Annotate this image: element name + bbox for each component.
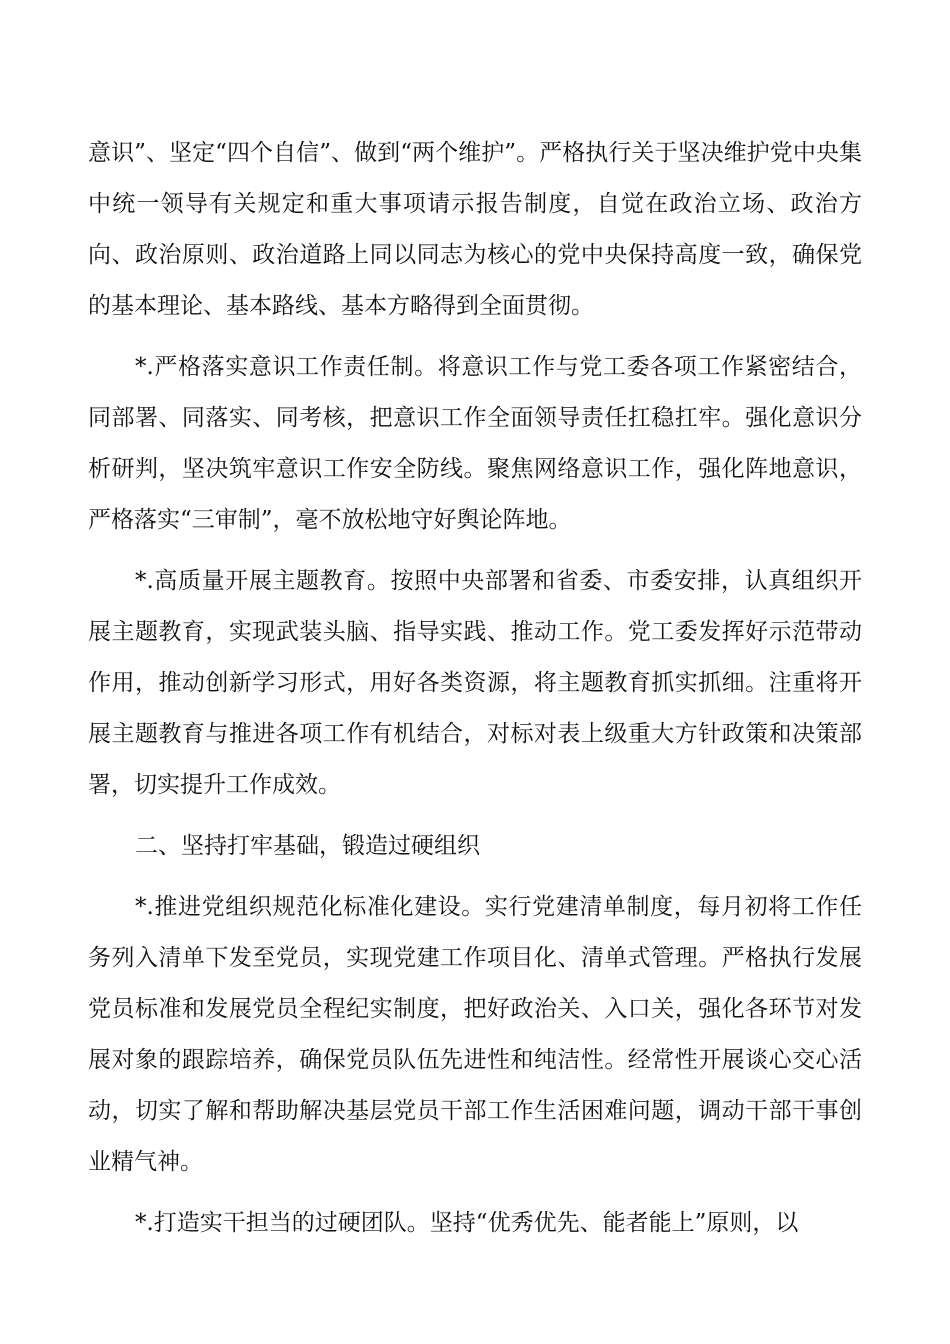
paragraph-5: *.打造实干担当的过硬团队。坚持“优秀优先、能者能上”原则，以: [135, 1210, 799, 1236]
paragraph-3: *.高质量开展主题教育。按照中央部署和省委、市委安排，认真组织开展主题教育，实现武装头脑、指导实践、推动工作。党工委发挥好示范带动作用，推动创新学习形式，用好各类资源，将主题教育抓实抓细。注重将开展主题教育与推进各项工作有机结合，对标对表上级重大方针政策和决策部署，切实提升工作成效。: [88, 568, 862, 798]
paragraph-2: *.严格落实意识工作责任制。将意识工作与党工委各项工作紧密结合，同部署、同落实、同考核，把意识工作全面领导责任扛稳扛牢。强化意识分析研判，坚决筑牢意识工作安全防线。聚焦网络意识工作，强化阵地意识，严格落实“三审制”，毫不放松地守好舆论阵地。: [88, 354, 862, 533]
document-page: [88, 128, 862, 1259]
section-heading: 二、坚持打牢基础，锻造过硬组织: [135, 833, 480, 859]
paragraph-4: *.推进党组织规范化标准化建设。实行党建清单制度，每月初将工作任务列入清单下发至党员，实现党建工作项目化、清单式管理。严格执行发展党员标准和发展党员全程纪实制度，把好政治关、入口关，强化各环节对发展对象的跟踪培养，确保党员队伍先进性和纯洁性。经常性开展谈心交心活动，切实了解和帮助解决基层党员干部工作生活困难问题，调动干部干事创业精气神。: [88, 894, 862, 1175]
paragraph-1: 意识”、坚定“四个自信”、做到“两个维护”。严格执行关于坚决维护党中央集中统一领导有关规定和重大事项请示报告制度，自觉在政治立场、政治方向、政治原则、政治道路上同以同志为核心的党中央保持高度一致，确保党的基本理论、基本路线、基本方略得到全面贯彻。: [88, 140, 862, 319]
